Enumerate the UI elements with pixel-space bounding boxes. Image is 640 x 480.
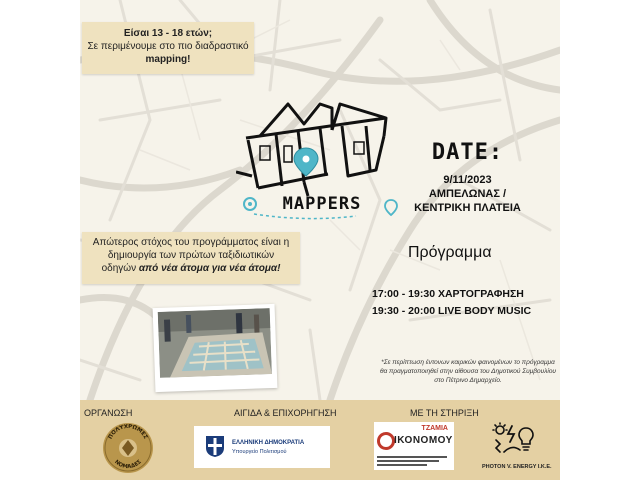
map-pin-icon <box>294 148 318 176</box>
sponsor-label: ΑΙΓΙΔΑ & ΕΠΙΧΟΡΗΓΗΣΗ <box>234 408 337 418</box>
partners-band <box>80 400 560 480</box>
schedule-activity: ΧΑΡΤΟΓΡΑΦΗΣΗ <box>437 288 524 300</box>
activity-photo <box>158 308 272 378</box>
goal-line-3 <box>82 262 300 275</box>
schedule-activity: LIVE BODY MUSIC <box>437 305 532 317</box>
intro-note <box>82 22 254 74</box>
goal-note <box>82 232 300 284</box>
organizer-logo <box>102 420 154 476</box>
event-place-line-2: ΚΕΝΤΡΙΚΗ ΠΛΑΤΕΙΑ <box>414 202 521 214</box>
goal-plain: οδηγών <box>101 263 137 274</box>
goal-line-1: Απώτερος στόχος του προγράμματος είναι η <box>92 237 290 248</box>
program-title: Πρόγραμμα <box>408 244 492 261</box>
logo-o-ring-icon <box>377 432 395 450</box>
schedule-time: 17:00 - 19:30 <box>372 288 436 300</box>
date-heading: DATE: <box>431 140 504 165</box>
event-place-line-1: ΑΜΠΕΛΩΝΑΣ / <box>428 188 507 200</box>
svg-text:ΝΟΜΑΔΕΣ: ΝΟΜΑΔΕΣ <box>113 459 143 471</box>
schedule-time: 19:30 - 20:00 <box>372 305 436 317</box>
schedule-item <box>372 288 524 300</box>
goal-emphasis: από νέα άτομα για νέα άτομα! <box>138 263 281 274</box>
contact-line <box>377 456 447 458</box>
greek-emblem-icon <box>204 434 226 458</box>
contact-line <box>377 460 439 462</box>
invite-mapping: mapping! <box>145 54 191 65</box>
lightbulb-energy-icon <box>488 422 538 458</box>
contact-line <box>377 464 427 466</box>
activity-photo-frame <box>153 304 278 392</box>
sponsor-ministry: Υπουργείο Πολιτισμού <box>232 449 287 455</box>
svg-text:ΠΟΛΥΧΡΩΜΕΣ: ΠΟΛΥΧΡΩΜΕΣ <box>107 423 149 441</box>
weather-footnote: *Σε περίπτωση έντονων καιρικών φαινομένων το πρόγραμμα θα πραγματοποιηθεί στην αίθουσα του Δημοτικού Συμβουλίου στο Πέτρινο Δημαρχείο. <box>379 359 557 384</box>
mappers-wordmark: MAPPERS <box>282 194 362 214</box>
schedule-item <box>372 305 531 317</box>
age-question: Είσαι 13 - 18 ετών; <box>123 28 213 39</box>
date-block <box>380 140 555 215</box>
photon-energy-name: PHOTON V. ENERGY Ι.Κ.Ε. <box>482 464 552 470</box>
supporter-top-word: ΤΖΑΜΙΑ <box>421 425 448 432</box>
sponsor-name: ΕΛΛΗΝΙΚΗ ΔΗΜΟΚΡΑΤΙΑ <box>232 440 305 446</box>
invite-text: Σε περιμένουμε στο πιο διαδραστικό <box>87 41 249 52</box>
event-poster <box>80 0 560 480</box>
event-date: 9/11/2023 <box>443 174 492 186</box>
organizer-label: ΟΡΓΑΝΩΣΗ <box>84 408 133 418</box>
tzamia-oikonomou-logo <box>374 422 454 470</box>
supporter-name: ΙΚΟΝΟΜΟΥ <box>394 435 453 446</box>
support-label: ΜΕ ΤΗ ΣΤΗΡΙΞΗ <box>410 408 479 418</box>
ministry-logo <box>194 426 330 468</box>
goal-line-2: δημιουργία των πρώτων ταξιδιωτικών <box>107 250 275 261</box>
